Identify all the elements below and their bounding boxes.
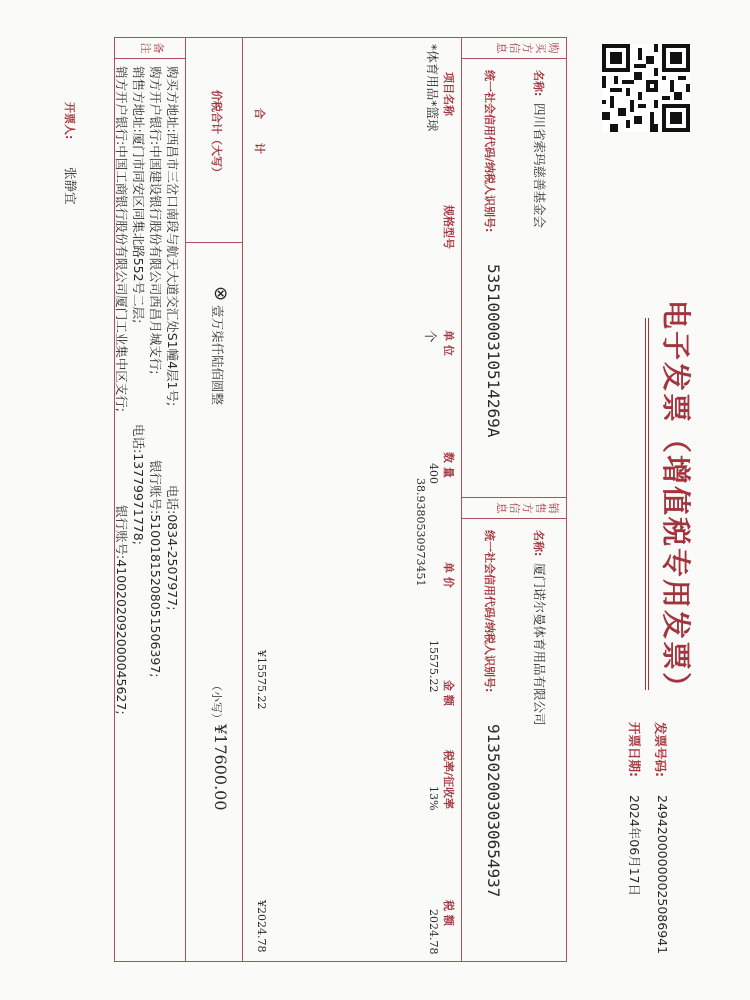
col-tax-header: 税 额 (442, 900, 455, 926)
remark-line: 银行账号:51001815208051506397; (148, 460, 163, 678)
seller-name-label: 名称: (532, 530, 545, 557)
remark-line: 电话:13779971778; (131, 424, 146, 545)
col-qty-header: 数 量 (442, 452, 455, 478)
grand-total-upper: 壹万柒仟陆佰圆整 (210, 305, 225, 406)
issuer-label: 开票人: (63, 102, 76, 140)
row-amount: 15575.22 (427, 640, 440, 693)
date-label: 开票日期: (627, 722, 642, 777)
remark-line: 银行账号:4100202092000045627; (114, 505, 129, 715)
buyer-section-label: 购买方信息 (495, 42, 560, 54)
col-item-header: 项目名称 (442, 72, 455, 116)
invoice-no: 24942000000025086941 (655, 795, 670, 955)
col-price-header: 单 价 (442, 562, 455, 588)
row-rate: 13% (427, 786, 440, 811)
remark-line: 购买方地址:西昌市三岔口南段与航天大道交汇处S1幢4层1号; (165, 66, 180, 407)
cross-circle-icon: ⊗ (210, 286, 231, 302)
remark-line: 购方开户银行:中国建设银行股份有限公司西昌月城支行; (148, 66, 163, 375)
row-price: 38.9380530973451 (414, 478, 427, 587)
total-amount: ¥15575.22 (255, 650, 268, 710)
seller-tax-label: 统一社会信用代码/纳税人识别号: (483, 530, 496, 693)
remark-line: 销方开户银行:中国工商银行股份有限公司厦门工业集中区支行; (114, 66, 129, 412)
remark-line: 销售方地址:厦门市同安区同集北路552号二层; (131, 66, 146, 324)
row-qty: 400 (427, 463, 440, 484)
seller-name: 厦门诺尔曼体育用品有限公司 (532, 563, 547, 726)
total-label: 合 计 (253, 108, 266, 164)
title-underline (645, 318, 649, 690)
col-amount-header: 金 额 (442, 680, 455, 706)
total-tax: ¥2024.78 (255, 900, 268, 953)
grand-total-lower: ¥17600.00 (211, 724, 230, 811)
buyer-tax-id: 53510000310514269A (484, 264, 503, 438)
invoice-date: 2024年06月17日 (627, 795, 642, 897)
invoice-title: 电子发票（增值税专用发票） (659, 300, 693, 704)
invoice-no-label: 发票号码: (653, 722, 668, 777)
issuer-name: 张静宜 (63, 167, 78, 205)
seller-section-label: 销售方信息 (495, 502, 560, 514)
col-unit-header: 单 位 (442, 330, 455, 356)
grand-total-lower-label: （小写） (210, 680, 223, 724)
remark-line: 电话:0834-2507977; (165, 485, 180, 611)
buyer-tax-label: 统一社会信用代码/纳税人识别号: (483, 70, 496, 233)
remarks-label: 备注 (139, 42, 165, 54)
qr-code (602, 44, 690, 132)
seller-tax-id: 91350200303065493​7 (484, 724, 503, 898)
row-item: *体育用品*篮球 (425, 44, 440, 132)
grand-total-label: 价税合计（大写） (210, 90, 223, 178)
row-unit: 个 (423, 330, 438, 343)
buyer-name-label: 名称: (532, 70, 545, 97)
buyer-name: 四川省索玛慈善基金会 (532, 103, 547, 229)
col-rate-header: 税率/征收率 (442, 750, 455, 810)
row-tax: 2024.78 (427, 909, 440, 955)
col-spec-header: 规格型号 (442, 205, 455, 249)
